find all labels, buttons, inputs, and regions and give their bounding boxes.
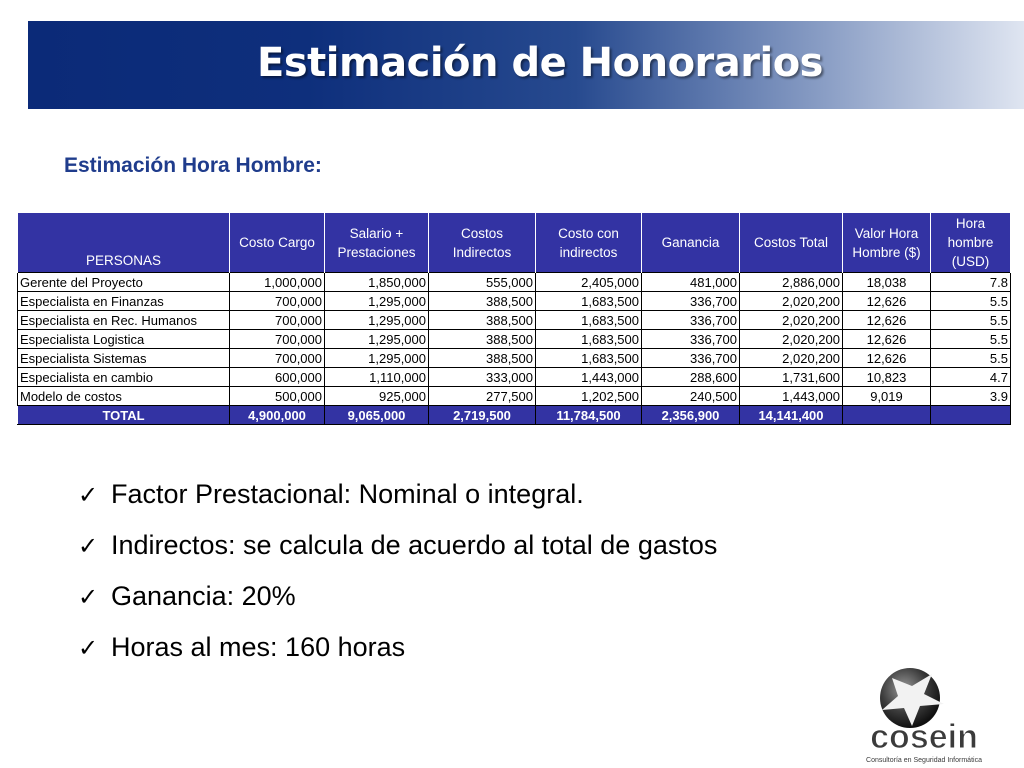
table-cell: 700,000 — [230, 292, 325, 311]
note-text: Horas al mes: 160 horas — [111, 632, 406, 662]
total-row — [18, 406, 1011, 425]
note-text: Ganancia: 20% — [111, 581, 296, 611]
table-cell: 1,295,000 — [325, 349, 429, 368]
table-cell: 4.7 — [931, 368, 1011, 387]
notes-list — [78, 475, 717, 679]
table-row — [18, 368, 1011, 387]
slide-title: Estimación de Honorarios — [257, 40, 823, 86]
table-cell: 12,626 — [843, 349, 931, 368]
table-cell: 10,823 — [843, 368, 931, 387]
row-label: Especialista Sistemas — [18, 349, 230, 368]
checkmark-icon: ✓ — [78, 634, 99, 662]
table-cell: 5.5 — [931, 311, 1011, 330]
table-cell: 388,500 — [429, 292, 536, 311]
note-text: Factor Prestacional: Nominal o integral. — [111, 479, 584, 509]
table-cell: 2,405,000 — [536, 273, 642, 292]
note-item — [78, 577, 717, 628]
col-header-costos-total: Costos Total — [740, 213, 843, 273]
table-cell: 1,443,000 — [740, 387, 843, 406]
table-cell: 333,000 — [429, 368, 536, 387]
table-cell: 2,886,000 — [740, 273, 843, 292]
table-cell: 336,700 — [642, 311, 740, 330]
note-text: Indirectos: se calcula de acuerdo al total de gastos — [111, 530, 718, 560]
table-header-row — [18, 213, 1011, 273]
table-row — [18, 292, 1011, 311]
total-label: TOTAL — [18, 406, 230, 425]
logo-wordmark: cosein — [870, 718, 978, 756]
table-cell: 555,000 — [429, 273, 536, 292]
checkmark-icon: ✓ — [78, 583, 99, 611]
total-cell: 2,719,500 — [429, 406, 536, 425]
table-cell: 2,020,200 — [740, 292, 843, 311]
row-label: Especialista en cambio — [18, 368, 230, 387]
section-subtitle: Estimación Hora Hombre: — [64, 154, 322, 177]
table-body — [18, 273, 1011, 425]
cosein-logo — [862, 664, 986, 768]
table-cell: 1,443,000 — [536, 368, 642, 387]
note-item — [78, 526, 717, 577]
table-cell: 388,500 — [429, 330, 536, 349]
table-cell: 9,019 — [843, 387, 931, 406]
col-header-hora-hombre-usd: Hora hombre (USD) — [931, 213, 1011, 273]
table-cell: 5.5 — [931, 330, 1011, 349]
total-cell: 14,141,400 — [740, 406, 843, 425]
table-cell: 288,600 — [642, 368, 740, 387]
table-cell: 700,000 — [230, 330, 325, 349]
table-cell: 600,000 — [230, 368, 325, 387]
table-cell: 2,020,200 — [740, 311, 843, 330]
table-cell: 481,000 — [642, 273, 740, 292]
table-cell: 1,850,000 — [325, 273, 429, 292]
col-header-costo-con-indirectos: Costo con indirectos — [536, 213, 642, 273]
table-cell: 5.5 — [931, 349, 1011, 368]
table-row — [18, 311, 1011, 330]
table-cell: 12,626 — [843, 330, 931, 349]
total-cell — [843, 406, 931, 425]
table-cell: 1,110,000 — [325, 368, 429, 387]
table-cell: 925,000 — [325, 387, 429, 406]
logo-tagline: Consultoría en Seguridad Informática — [866, 757, 982, 764]
table-cell: 18,038 — [843, 273, 931, 292]
note-item — [78, 475, 717, 526]
table-cell: 3.9 — [931, 387, 1011, 406]
table-cell: 388,500 — [429, 311, 536, 330]
table-cell: 7.8 — [931, 273, 1011, 292]
row-label: Especialista Logistica — [18, 330, 230, 349]
table-cell: 1,295,000 — [325, 330, 429, 349]
table-cell: 1,683,500 — [536, 311, 642, 330]
table-cell: 5.5 — [931, 292, 1011, 311]
total-cell: 2,356,900 — [642, 406, 740, 425]
col-header-costos-indirectos: Costos Indirectos — [429, 213, 536, 273]
total-cell — [931, 406, 1011, 425]
row-label: Especialista en Finanzas — [18, 292, 230, 311]
col-header-personas: PERSONAS — [18, 213, 230, 273]
table-cell: 700,000 — [230, 311, 325, 330]
table-row — [18, 387, 1011, 406]
table-cell: 2,020,200 — [740, 349, 843, 368]
table-cell: 277,500 — [429, 387, 536, 406]
col-header-salario-prestaciones: Salario + Prestaciones — [325, 213, 429, 273]
table-cell: 1,731,600 — [740, 368, 843, 387]
row-label: Especialista en Rec. Humanos — [18, 311, 230, 330]
table-row — [18, 349, 1011, 368]
col-header-costo-cargo: Costo Cargo — [230, 213, 325, 273]
table-cell: 240,500 — [642, 387, 740, 406]
row-label: Modelo de costos — [18, 387, 230, 406]
table-cell: 12,626 — [843, 292, 931, 311]
table-cell: 700,000 — [230, 349, 325, 368]
table-cell: 388,500 — [429, 349, 536, 368]
row-label: Gerente del Proyecto — [18, 273, 230, 292]
table-cell: 336,700 — [642, 349, 740, 368]
total-cell: 9,065,000 — [325, 406, 429, 425]
total-cell: 4,900,000 — [230, 406, 325, 425]
total-cell: 11,784,500 — [536, 406, 642, 425]
table-cell: 1,683,500 — [536, 349, 642, 368]
col-header-ganancia: Ganancia — [642, 213, 740, 273]
table-cell: 500,000 — [230, 387, 325, 406]
checkmark-icon: ✓ — [78, 532, 99, 560]
note-item — [78, 628, 717, 679]
table-cell: 12,626 — [843, 311, 931, 330]
table-cell: 336,700 — [642, 330, 740, 349]
table-cell: 1,295,000 — [325, 311, 429, 330]
table-cell: 1,683,500 — [536, 292, 642, 311]
table-cell: 336,700 — [642, 292, 740, 311]
table-row — [18, 273, 1011, 292]
checkmark-icon: ✓ — [78, 481, 99, 509]
table-cell: 1,295,000 — [325, 292, 429, 311]
table-cell: 1,202,500 — [536, 387, 642, 406]
table-cell: 2,020,200 — [740, 330, 843, 349]
table-cell: 1,000,000 — [230, 273, 325, 292]
table-cell: 1,683,500 — [536, 330, 642, 349]
fees-table — [17, 213, 1011, 425]
table-row — [18, 330, 1011, 349]
col-header-valor-hora-hombre: Valor Hora Hombre ($) — [843, 213, 931, 273]
